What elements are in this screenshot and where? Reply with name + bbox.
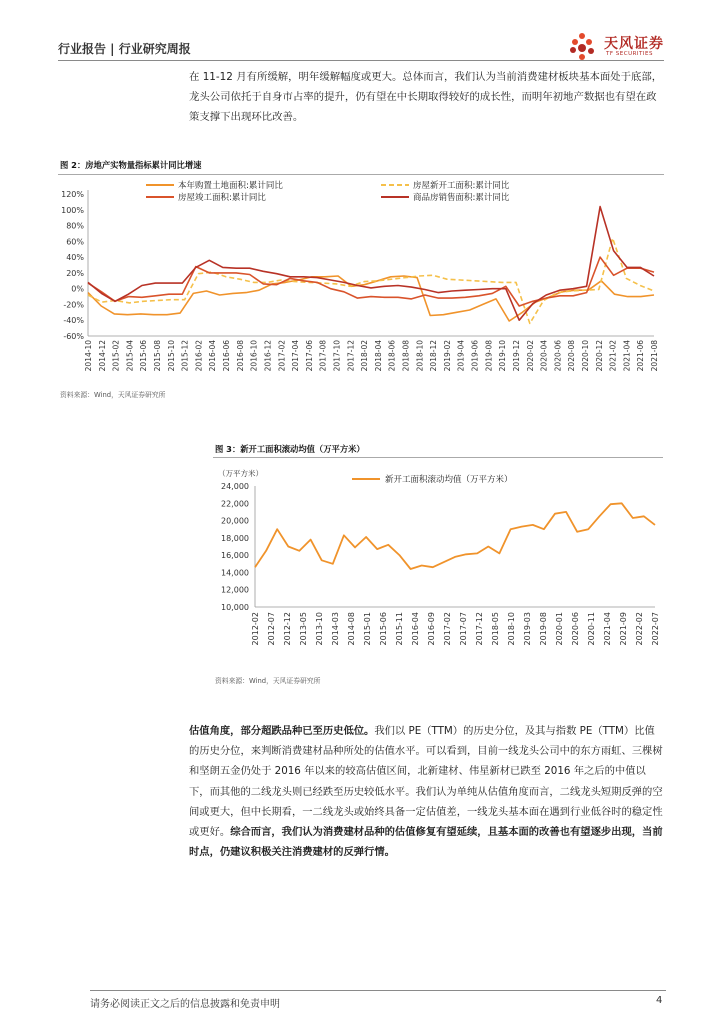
x-tick-label: 2020-02 [525, 340, 535, 372]
x-tick-label: 2016-09 [427, 612, 436, 646]
x-tick-label: 2021-04 [622, 340, 632, 372]
x-tick-label: 2017-02 [277, 340, 287, 372]
x-tick-label: 2016-12 [263, 340, 273, 372]
x-tick-label: 2019-10 [498, 340, 508, 372]
x-tick-label: 2020-04 [539, 340, 549, 372]
figure2-title: 图 2：房地产实物量指标累计同比增速 [60, 160, 202, 170]
x-tick-label: 2015-01 [363, 612, 372, 646]
x-tick-label: 2021-06 [636, 340, 646, 372]
y-tick-label: 16,000 [221, 551, 249, 561]
legend-label-2: 房屋竣工面积:累计同比 [178, 193, 266, 203]
x-tick-label: 2017-12 [346, 340, 356, 372]
y-tick-label: 40% [66, 253, 84, 263]
x-tick-label: 2015-06 [139, 340, 149, 372]
report-header-title: 行业报告 | 行业研究周报 [58, 42, 191, 56]
legend-label-0: 本年购置土地面积:累计同比 [178, 181, 283, 191]
chart-new-construction-rolling-avg [210, 460, 665, 670]
x-tick-label: 2020-01 [555, 612, 564, 646]
y-tick-label: 24,000 [221, 482, 249, 491]
x-tick-label: 2018-04 [373, 340, 383, 372]
x-tick-label: 2021-08 [650, 340, 659, 372]
x-tick-label: 2014-03 [331, 612, 340, 646]
x-tick-label: 2021-09 [619, 612, 628, 646]
x-tick-label: 2019-12 [511, 340, 521, 372]
y-tick-label: 22,000 [221, 499, 249, 509]
x-tick-label: 2015-12 [180, 340, 190, 372]
y-tick-label: 18,000 [221, 533, 249, 543]
valuation-conclusion: 综合而言，我们认为消费建材品种的估值修复有望延续，且基本面的改善也有望逐步出现，当前时点，仍建议积极关注消费建材的反弹行情。 [189, 826, 663, 859]
x-tick-label: 2014-08 [347, 612, 356, 646]
x-tick-label: 2015-04 [125, 340, 135, 372]
logo-name: 天风证券 [604, 36, 664, 52]
valuation-lead: 估值角度，部分超跌品种已至历史低位。 [189, 725, 375, 737]
y-tick-label: 100% [61, 205, 84, 215]
x-tick-label: 2015-11 [395, 612, 404, 646]
y-tick-label: 12,000 [221, 585, 249, 595]
y-tick-label: -20% [63, 300, 84, 310]
intro-paragraph: 在 11-12 月有所缓解，明年缓解幅度或更大。总体而言，我们认为当前消费建材板块基本面处于底部，龙头公司依托于自身市占率的提升，仍有望在中长期取得较好的成长性，而明年初地产数据也有望在政策支撑下出现环比改善。 [189, 71, 663, 123]
x-tick-label: 2022-02 [635, 612, 644, 646]
x-tick-label: 2016-08 [235, 340, 245, 372]
figure3-title: 图 3：新开工面积滚动均值（万平方米） [215, 444, 365, 454]
legend-label-0: 新开工面积滚动均值（万平方米） [385, 475, 513, 485]
x-tick-label: 2019-08 [484, 340, 494, 372]
x-tick-label: 2016-04 [208, 340, 218, 372]
x-tick-label: 2017-10 [332, 340, 342, 372]
y-tick-label: 120% [61, 190, 84, 199]
valuation-body: 我们以 PE（TTM）的历史分位，及其与指数 PE（TTM）比值的历史分位，来判断消费建材品种所处的估值水平。可以看到，目前一线龙头公司中的东方雨虹、三棵树和坚朗五金仍处于 2016 年以来的较高估值区间，北新建材、伟星新材已跌至 2016 年之后的中值以下，而其他的二线龙头则已经跌至历史较低水平。我们认为单纯从估值角度而言，二线龙头短期反弹的空间或更大，但中长期看，一二线龙头或始终具备一定估值差，一线龙头基本面在遇到行业低谷时的稳定性或更好。 [189, 725, 663, 839]
series-line-1 [88, 238, 654, 323]
x-tick-label: 2017-08 [318, 340, 328, 372]
x-tick-label: 2021-02 [608, 340, 618, 372]
figure3-source: 资料来源：Wind，天风证券研究所 [215, 677, 321, 685]
series-line-0 [255, 503, 655, 569]
x-tick-label: 2015-02 [111, 340, 121, 372]
x-tick-label: 2012-12 [283, 612, 292, 646]
y-axis-unit-label: （万平方米） [218, 469, 263, 478]
x-tick-label: 2015-10 [166, 340, 176, 372]
x-tick-label: 2020-06 [571, 612, 580, 646]
x-tick-label: 2013-10 [315, 612, 324, 646]
x-tick-label: 2016-06 [222, 340, 232, 372]
x-tick-label: 2019-08 [539, 612, 548, 646]
x-tick-label: 2015-06 [379, 612, 388, 646]
x-tick-label: 2018-08 [401, 340, 411, 372]
series-line-3 [88, 207, 654, 321]
y-tick-label: 20% [66, 268, 84, 278]
y-tick-label: 14,000 [221, 568, 249, 578]
x-tick-label: 2020-12 [594, 340, 604, 372]
x-tick-label: 2019-06 [470, 340, 480, 372]
x-tick-label: 2018-10 [507, 612, 516, 646]
x-tick-label: 2020-11 [587, 612, 596, 646]
x-tick-label: 2018-05 [491, 612, 500, 646]
x-tick-label: 2016-04 [411, 612, 420, 646]
header-divider [58, 60, 664, 61]
x-tick-label: 2022-07 [651, 612, 660, 646]
x-tick-label: 2018-12 [429, 340, 439, 372]
x-tick-label: 2012-07 [267, 612, 276, 646]
legend-label-1: 房屋新开工面积:累计同比 [413, 181, 510, 191]
x-tick-label: 2015-08 [153, 340, 163, 372]
logo-english-name: TF SECURITIES [606, 51, 653, 57]
x-tick-label: 2017-06 [304, 340, 314, 372]
x-tick-label: 2018-06 [387, 340, 397, 372]
y-tick-label: 0% [71, 284, 84, 294]
x-tick-label: 2014-12 [97, 340, 107, 372]
y-tick-label: 10,000 [221, 603, 249, 612]
x-tick-label: 2018-10 [415, 340, 425, 372]
y-tick-label: 80% [66, 221, 84, 231]
x-tick-label: 2021-04 [603, 612, 612, 646]
page-number: 4 [656, 995, 663, 1006]
footer-divider [90, 990, 666, 991]
chart-real-estate-growth [58, 176, 668, 386]
y-tick-label: 60% [66, 237, 84, 247]
figure2-title-divider [58, 174, 664, 175]
y-tick-label: -40% [63, 316, 84, 326]
footer-disclaimer: 请务必阅读正文之后的信息披露和免责申明 [90, 999, 280, 1010]
legend-label-3: 商品房销售面积:累计同比 [413, 193, 510, 203]
x-tick-label: 2017-12 [475, 612, 484, 646]
x-tick-label: 2013-05 [299, 612, 308, 646]
x-tick-label: 2019-02 [442, 340, 452, 372]
x-tick-label: 2018-02 [360, 340, 370, 372]
x-tick-label: 2016-02 [194, 340, 204, 372]
figure2-source: 资料来源：Wind，天风证券研究所 [60, 391, 166, 399]
series-line-2 [88, 257, 654, 306]
x-tick-label: 2020-10 [580, 340, 590, 372]
x-tick-label: 2014-10 [84, 340, 93, 372]
x-tick-label: 2017-04 [291, 340, 301, 372]
x-tick-label: 2019-04 [456, 340, 466, 372]
x-tick-label: 2020-06 [553, 340, 563, 372]
x-tick-label: 2017-07 [459, 612, 468, 646]
y-tick-label: 20,000 [221, 516, 249, 526]
x-tick-label: 2020-08 [567, 340, 577, 372]
x-tick-label: 2019-03 [523, 612, 532, 646]
figure3-title-divider [213, 457, 663, 458]
valuation-paragraph [189, 721, 664, 862]
y-tick-label: -60% [63, 332, 84, 341]
x-tick-label: 2017-02 [443, 612, 452, 646]
x-tick-label: 2016-10 [249, 340, 259, 372]
x-tick-label: 2012-02 [251, 612, 260, 646]
